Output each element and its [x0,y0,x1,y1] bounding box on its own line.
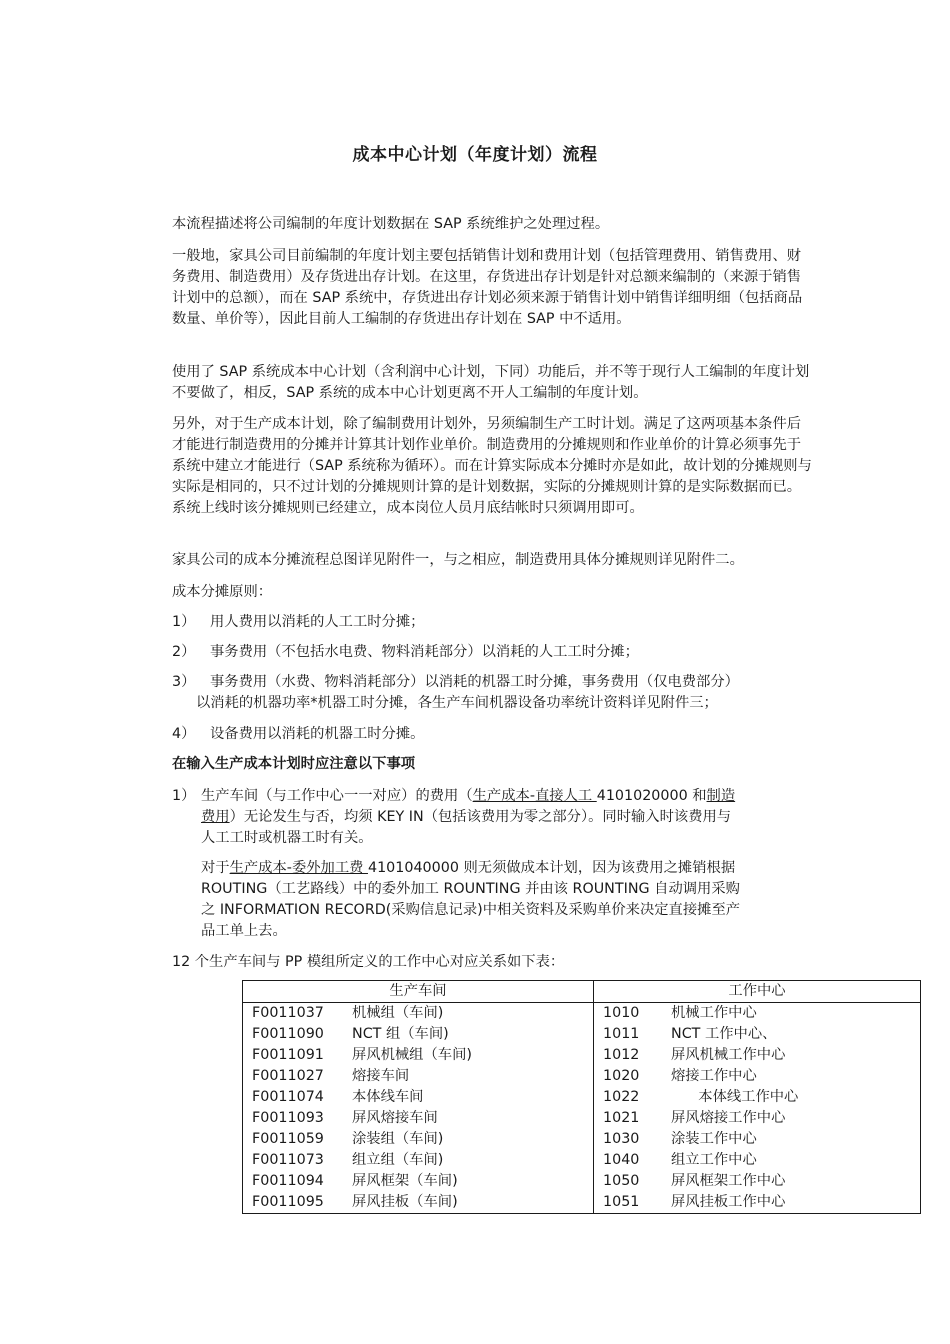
principle-item: 4） 设备费用以消耗的机器工时分摊。 [172,726,425,742]
table-body-row [243,1003,921,1214]
workcenter-mapping-table [242,980,921,1214]
notice-heading: 在输入生产成本计划时应注意以下事项 [172,756,416,772]
account-outsourcing: 生产成本-委外加工费 [229,860,368,876]
table-row: 1050 屏风框架工作中心 [603,1173,786,1189]
principle-item: 1） 用人费用以消耗的人工工时分摊； [172,614,425,630]
table-intro: 12 个生产车间与 PP 模组所定义的工作中心对应关系如下表： [172,954,565,970]
principle-item: 2） 事务费用（不包括水电费、物料消耗部分）以消耗的人工工时分摊； [172,644,639,660]
table-row: 1030 涂装工作中心 [603,1131,757,1147]
paragraph-production-plan: 另外，对于生产成本计划，除了编制费用计划外，另须编制生产工时计划。满足了这两项基本条件后才能进行制造费用的分摊并计算其计划作业单价。制造费用的分摊规则和作业单价的计算必须事先于系统中建立才能进行（SAP 系统称为循环）。而在计算实际成本分摊时亦是如此，故计划的分摊规则与实际是相同的，只不过计划的分摊规则计算的是计划数据，实际的分摊规则计算的是实际数据而已。系统上线时该分摊规则已经建立，成本岗位人员月底结帐时只须调用即可。 [172,416,812,516]
table-row: F0011094 屏风框架（车间) [252,1173,458,1189]
column-header-workshop: 生产车间 [243,981,594,1003]
table-row: 1040 组立工作中心 [603,1152,757,1168]
table-row: F0011027 熔接车间 [252,1068,410,1084]
column-header-workcenter: 工作中心 [594,981,921,1003]
principle-item: 3） 事务费用（水费、物料消耗部分）以消耗的机器工时分摊，事务费用（仅电费部分） 以消耗的机器功率*机器工时分摊，各生产车间机器设备功率统计资料详见附件三； [172,674,739,711]
intro-paragraph: 本流程描述将公司编制的年度计划数据在 SAP 系统维护之处理过程。 [172,216,610,232]
table-row: 1021 屏风熔接工作中心 [603,1110,786,1126]
table-row: F0011093 屏风熔接车间 [252,1110,438,1126]
notice-item: 1） 生产车间（与工作中心一一对应）的费用（生产成本-直接人工 4101020000 和制造 费用）无论发生与否，均须 KEY IN（包括该费用为零之部分）。同时输入时该费用与 人工工时或机器工时有关。 [172,788,736,846]
table-row: 1020 熔接工作中心 [603,1068,757,1084]
table-row: F0011095 屏风挂板（车间) [252,1194,458,1210]
table-header-row [243,981,921,1003]
table-row: 1010 机械工作中心 [603,1005,757,1021]
table-row: 1051 屏风挂板工作中心 [603,1194,786,1210]
table-row: F0011091 屏风机械组（车间) [252,1047,472,1063]
paragraph-cost-center: 使用了 SAP 系统成本中心计划（含利润中心计划，下同）功能后，并不等于现行人工编制的年度计划不要做了，相反，SAP 系统的成本中心计划更离不开人工编制的年度计划。 [172,364,810,401]
workcenter-cell [594,1003,921,1214]
account-direct-labor: 生产成本-直接人工 [472,788,597,804]
paragraph-attachments: 家具公司的成本分摊流程总图详见附件一，与之相应，制造费用具体分摊规则详见附件二。 [172,552,744,568]
table-row: 1011 NCT 工作中心、 [603,1026,777,1042]
paragraph-plan-overview: 一般地，家具公司目前编制的年度计划主要包括销售计划和费用计划（包括管理费用、销售费用、财务费用、制造费用）及存货进出存计划。在这里，存货进出存计划是针对总额来编制的（来源于销售计划中的总额），而在 SAP 系统中，存货进出存计划必须来源于销售计划中销售详细明细（包括商品数量、单价等），因此目前人工编制的存货进出存计划在 SAP 中不适用。 [172,248,803,327]
table-row: F0011074 本体线车间 [252,1089,424,1105]
table-row: 1012 屏风机械工作中心 [603,1047,786,1063]
table-row: F0011059 涂装组（车间) [252,1131,444,1147]
account-manufacturing-expense: 制造 [706,788,736,804]
table-row: F0011073 组立组（车间) [252,1152,444,1168]
table-row: 1022 本体线工作中心 [603,1089,799,1105]
notice-outsourcing-paragraph: 对于生产成本-委外加工费 4101040000 则无须做成本计划，因为该费用之摊销根据 ROUTING（工艺路线）中的委外加工 ROUNTING 并由该 ROUNTING 自动调用采购 之 INFORMATION RECORD(采购信息记录)中相关资料及采购单价来决定直接摊至产 品工单上去。 [201,860,741,939]
document-title: 成本中心计划（年度计划）流程 [352,145,598,165]
table-row: F0011037 机械组（车间) [252,1005,444,1021]
paragraph-principles-heading: 成本分摊原则： [172,584,273,600]
workshop-cell [243,1003,594,1214]
table-row: F0011090 NCT 组（车间) [252,1026,449,1042]
